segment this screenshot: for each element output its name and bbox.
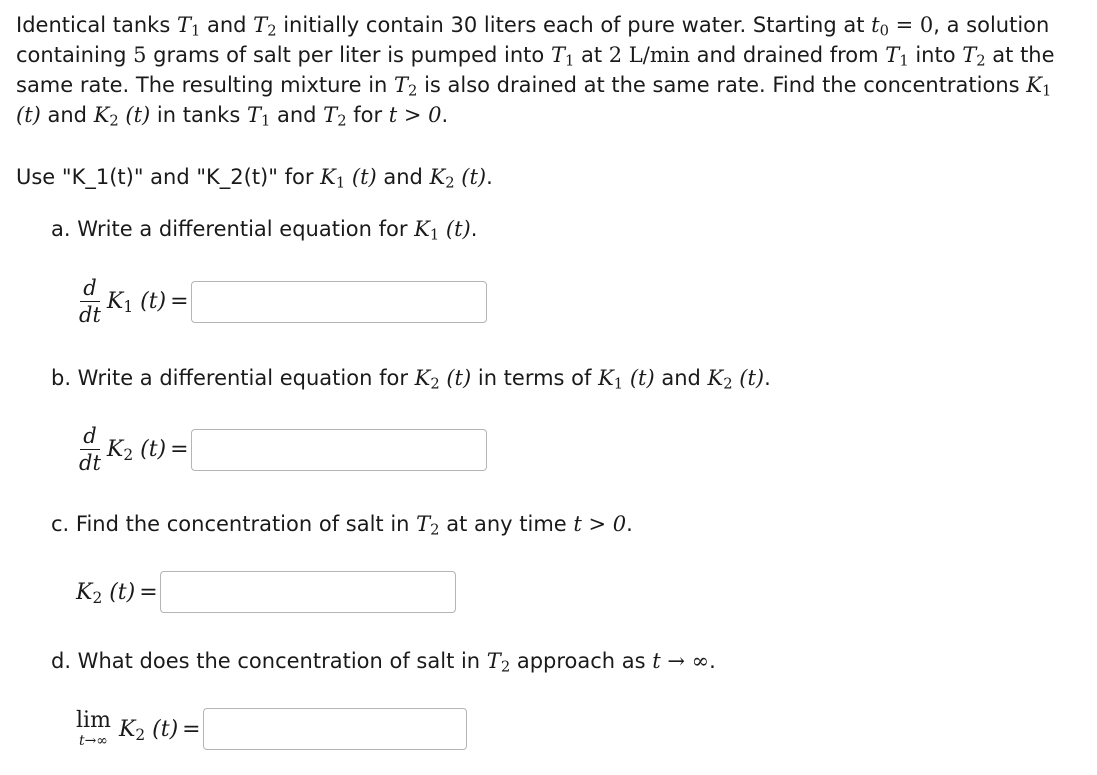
math-T1: $T_1$ xyxy=(550,43,575,70)
problem-text: initially contain 30 liters each of pure water. Starting at xyxy=(276,13,872,37)
derivative-fraction: $\frac{d}{dt}$ xyxy=(79,276,101,327)
problem-text: and xyxy=(40,103,94,127)
part-c-answer-input[interactable] xyxy=(160,571,456,613)
math-T2: $T_2$ xyxy=(253,13,277,40)
math-K1: $K_1$ (t) xyxy=(414,217,471,244)
equals-sign: = xyxy=(182,716,201,742)
math-T1: $T_1$ xyxy=(885,43,909,70)
math-t-condition: t > 0 xyxy=(388,103,442,127)
lhs-K2: $K_2$ (t) xyxy=(106,437,167,464)
part-c-question: c. Find the concentration of salt in $T_2$ at any time t > 0. xyxy=(51,512,633,539)
problem-statement xyxy=(16,10,1076,130)
part-a-answer-input[interactable] xyxy=(191,281,487,323)
math-T1: $T_1$ xyxy=(246,103,271,130)
part-b-question: b. Write a differential equation for $K_2$ (t) in terms of $K_1$ (t) and $K_2$ (t). xyxy=(51,366,771,393)
lhs-K2: $K_2$ (t) xyxy=(76,579,136,607)
problem-text: at the same rate. The resulting mixture in xyxy=(16,43,1055,97)
math-rate: 2 L/min xyxy=(608,43,690,67)
problem-text: Identical tanks xyxy=(16,13,177,37)
math-t0: $t_0$ xyxy=(871,13,889,40)
problem-text: , a solution containing xyxy=(16,13,1050,67)
input-instruction: Use "K_1(t)" and "K_2(t)" for $K_1$ (t) and $K_2$ (t). xyxy=(16,165,493,192)
part-d-question: d. What does the concentration of salt in $T_2$ approach as t → ∞. xyxy=(51,649,716,676)
part-c-answer-row xyxy=(76,571,456,613)
problem-text: for xyxy=(346,103,389,127)
math-t-condition: t > 0 xyxy=(573,512,627,536)
math-T2: $T_2$ xyxy=(394,73,418,100)
part-d-answer-input[interactable] xyxy=(203,708,467,750)
math-five: 5 xyxy=(133,43,147,67)
problem-text: is also drained at the same rate. Find the concentrations xyxy=(417,73,1027,97)
limit-operator: lim t→∞ xyxy=(76,708,111,749)
lhs-K2: $K_2$ (t) xyxy=(118,716,179,744)
equals-sign: = xyxy=(139,579,158,605)
problem-text: . xyxy=(441,103,449,127)
math-T2: $T_2$ xyxy=(962,43,986,70)
math-K1: $K_1$ (t) xyxy=(16,73,1052,127)
problem-text: and drained from xyxy=(689,43,886,67)
equals-sign: = xyxy=(170,289,189,314)
part-b-answer-row xyxy=(76,424,487,475)
problem-text: into xyxy=(908,43,963,67)
problem-text: and xyxy=(200,13,254,37)
math-K2: $K_2$ (t) xyxy=(414,366,472,393)
problem-text: and xyxy=(270,103,324,127)
part-a-question: a. Write a differential equation for $K_1$ (t). xyxy=(51,217,478,244)
math-t0-value: = 0 xyxy=(888,13,934,37)
problem-text: at xyxy=(574,43,609,67)
math-K2: $K_2$ (t) xyxy=(93,103,151,130)
equals-sign: = xyxy=(170,437,189,462)
math-K1: $K_1$ (t) xyxy=(598,366,655,393)
math-K1: $K_1$ (t) xyxy=(320,165,377,192)
math-K2: $K_2$ (t) xyxy=(429,165,487,192)
part-d-answer-row xyxy=(76,708,467,750)
math-T2: $T_2$ xyxy=(323,103,347,130)
math-limit-expression: t → ∞ xyxy=(652,649,710,673)
part-a-answer-row xyxy=(76,276,487,327)
lhs-K1: $K_1$ (t) xyxy=(106,289,167,316)
math-K2: $K_2$ (t) xyxy=(707,366,765,393)
problem-text: grams of salt per liter is pumped into xyxy=(146,43,551,67)
math-T2: $T_2$ xyxy=(416,512,440,539)
part-b-answer-input[interactable] xyxy=(191,429,487,471)
math-T1: $T_1$ xyxy=(176,13,201,40)
math-T2: $T_2$ xyxy=(486,649,511,676)
problem-text: in tanks xyxy=(150,103,247,127)
derivative-fraction: $\frac{d}{dt}$ xyxy=(79,424,101,475)
